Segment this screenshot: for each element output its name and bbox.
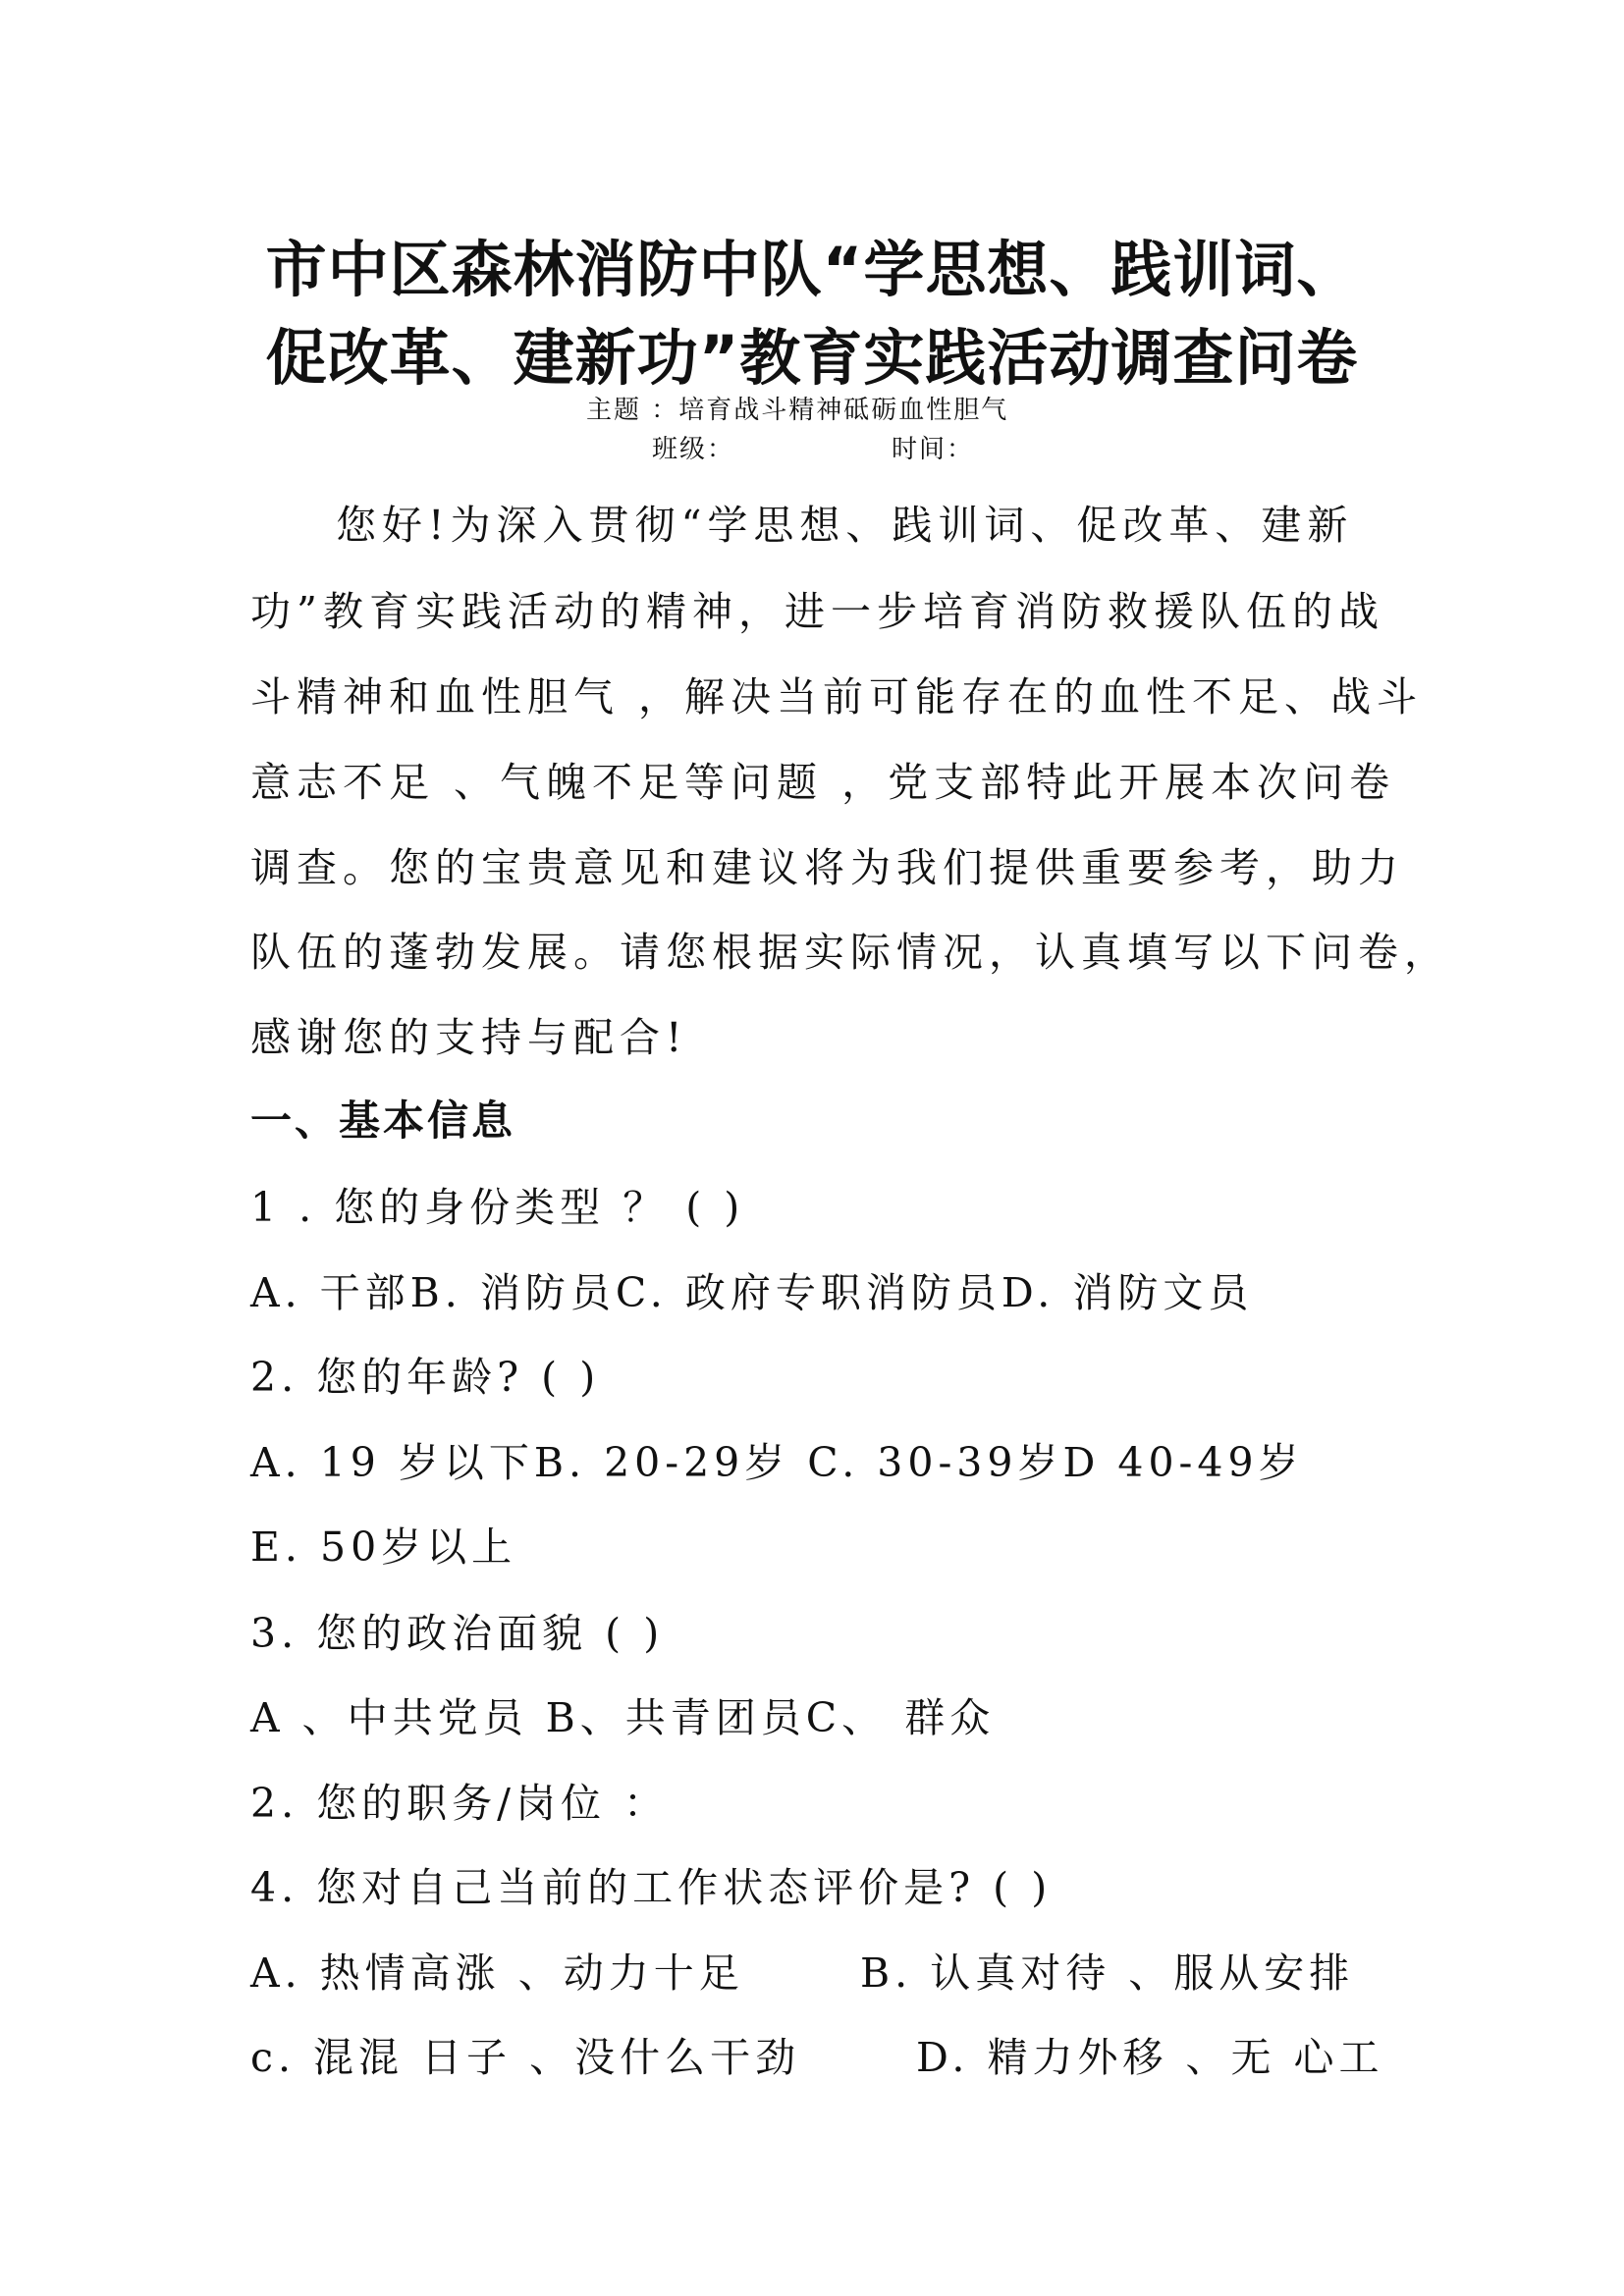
question-3-options: A 、中共党员 B、共青团员C、 群众 xyxy=(250,1694,996,1741)
question-2-options-line-2: E. 50岁以上 xyxy=(250,1523,517,1571)
question-4-option-d: D. 精力外移 、无 心工 xyxy=(916,2034,1384,2081)
class-label: 班级： xyxy=(652,435,735,464)
title-line-2: 促改革、建新功”教育实践活动调查问卷 xyxy=(265,322,1359,394)
intro-line-2: 功”教育实践活动的精神，进一步培育消防救援队伍的战 xyxy=(250,588,1384,635)
question-1: 1 . 您的身份类型 ？ ( ) xyxy=(250,1184,745,1231)
intro-line-5: 调查。您的宝贵意见和建议将为我们提供重要参考，助力 xyxy=(250,844,1404,891)
title-line-1: 市中区森林消防中队“学思想、践训词、 xyxy=(265,234,1359,305)
question-4: 4. 您对自己当前的工作状态评价是? ( ) xyxy=(250,1864,1053,1911)
question-4-option-b: B. 认真对待 、服从安排 xyxy=(860,1949,1355,1997)
section-heading-basic-info: 一、基本信息 xyxy=(250,1096,516,1145)
time-label: 时间： xyxy=(892,435,975,464)
question-4-option-c: c. 混混 日子 、没什么干劲 xyxy=(250,2034,801,2081)
question-2-options-line-1: A. 19 岁以下B. 20-29岁 C. 30-39岁D 40-49岁 xyxy=(250,1439,1304,1486)
question-3: 3. 您的政治面貌 ( ) xyxy=(250,1610,665,1657)
question-4-option-a: A. 热情高涨 、动力十足 xyxy=(250,1949,744,1997)
question-2: 2. 您的年龄? ( ) xyxy=(250,1354,601,1401)
question-1-options: A. 干部B. 消防员C. 政府专职消防员D. 消防文员 xyxy=(250,1269,1254,1316)
intro-line-3: 斗精神和血性胆气 ，解决当前可能存在的血性不足、战斗 xyxy=(250,673,1424,721)
intro-line-1: 您好!为深入贯彻“学思想、践训词、促改革、建新 xyxy=(336,502,1354,549)
question-position: 2. 您的职务/岗位 ： xyxy=(250,1780,669,1827)
intro-line-7: 感谢您的支持与配合! xyxy=(250,1014,688,1061)
intro-line-4: 意志不足 、气魄不足等问题 ，党支部特此开展本次问卷 xyxy=(250,759,1396,806)
topic-line: 主题 ：培育战斗精神砥砺血性胆气 xyxy=(586,396,1009,425)
intro-line-6: 队伍的蓬勃发展。请您根据实际情况，认真填写以下问卷， xyxy=(250,929,1450,976)
